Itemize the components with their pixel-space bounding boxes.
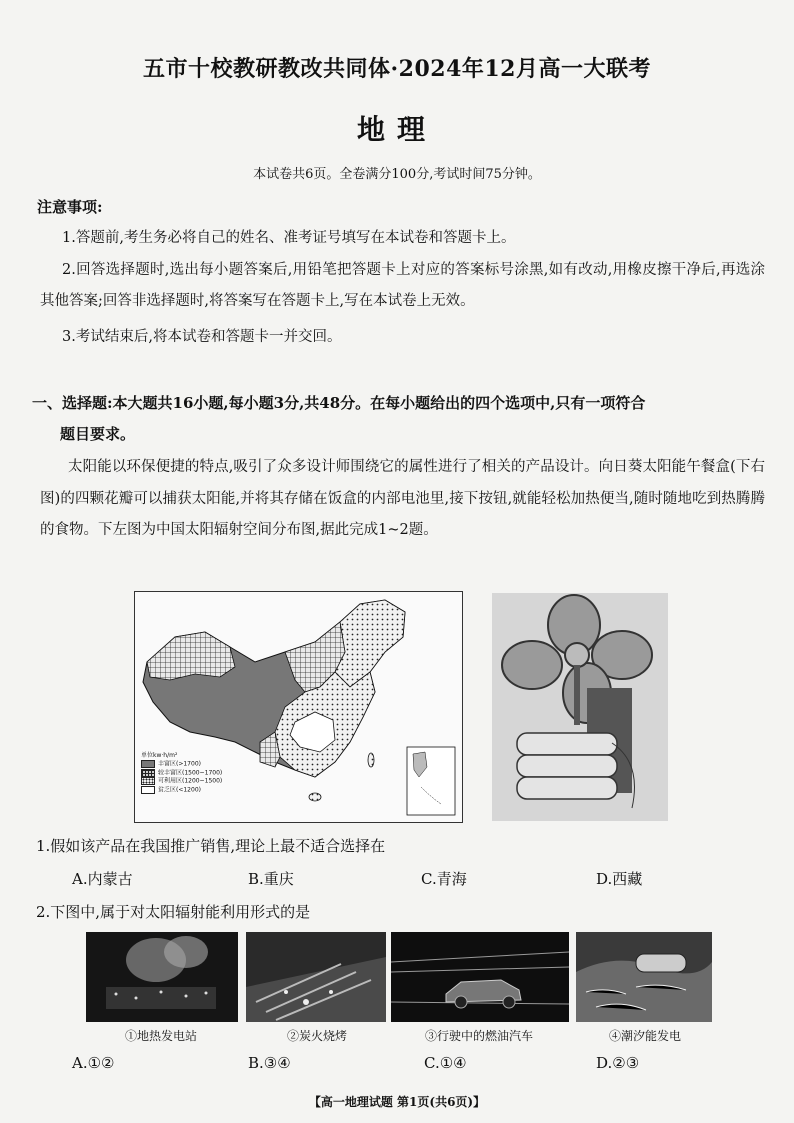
q1-option-a: A.内蒙古 [72, 870, 133, 888]
lunchbox-graphic [492, 593, 668, 821]
legend-item-poor: 贫乏区(<1200) [141, 786, 222, 795]
page-footer: 【高一地理试题 第1页(共6页)】 [308, 1095, 486, 1109]
charcoal-grill-photo [246, 932, 386, 1022]
caption-3: ③行驶中的燃油汽车 [424, 1029, 533, 1043]
tidal-graphic [576, 932, 712, 1022]
legend-title: 单位kw·h/m² [141, 752, 178, 759]
q2-option-a: A.①② [72, 1054, 115, 1072]
question-intro: 太阳能以环保便捷的特点,吸引了众多设计师围绕它的属性进行了相关的产品设计。向日葵太阳能午餐盒(下右图)的四颗花瓣可以捕获太阳能,并将其存储在饭盒的内部电池里,接下按钮,就能轻松加热便当,随时随地吃到热腾腾的食物。下左图为中国太阳辐射空间分布图,据此完成1~2题。 [40, 459, 765, 538]
exam-title: 五市十校教研教改共同体·2024年12月高一大联考 [142, 56, 651, 82]
sunflower-lunchbox-photo [492, 593, 668, 821]
q1-option-d: D.西藏 [596, 870, 643, 888]
grill-graphic [246, 932, 386, 1022]
subject-title: 地理 [356, 113, 437, 146]
question-1-stem: 1.假如该产品在我国推广销售,理论上最不适合选择在 [36, 837, 386, 855]
exam-info: 本试卷共6页。全卷满分100分,考试时间75分钟。 [253, 167, 541, 182]
q1-option-b: B.重庆 [248, 870, 294, 888]
q2-option-c: C.①④ [424, 1054, 467, 1072]
notice-item-3: 3.考试结束后,将本试卷和答题卡一并交回。 [62, 329, 342, 345]
legend-item-rich: 丰富区(>1700) [141, 760, 222, 769]
notice-item-1: 1.答题前,考生务必将自己的姓名、准考证号填写在本试卷和答题卡上。 [62, 230, 516, 246]
legend-item-fairly-rich: 较丰富区(1500~1700) [141, 769, 222, 778]
tidal-power-photo [576, 932, 712, 1022]
geothermal-graphic [86, 932, 238, 1022]
q2-option-b: B.③④ [248, 1054, 291, 1072]
china-solar-map [134, 591, 463, 823]
q1-option-c: C.青海 [421, 870, 467, 888]
geothermal-plant-photo [86, 932, 238, 1022]
notice-heading: 注意事项: [37, 198, 103, 216]
caption-4: ④潮汐能发电 [608, 1029, 681, 1043]
q2-option-d: D.②③ [596, 1054, 640, 1072]
section-heading-line1: 一、选择题:本大题共16小题,每小题3分,共48分。在每小题给出的四个选项中,只有一项符合 [32, 394, 646, 412]
caption-1: ①地热发电站 [124, 1029, 197, 1043]
legend-item-usable: 可利用区(1200~1500) [141, 777, 222, 786]
notice-item-2: 2.回答选择题时,选出每小题答案后,用铅笔把答题卡上对应的答案标号涂黑,如有改动,用橡皮擦干净后,再选涂其他答案;回答非选择题时,将答案写在答题卡上,写在本试卷上无效。 [40, 262, 765, 309]
caption-2: ②炭火烧烤 [286, 1029, 347, 1043]
fuel-car-photo [391, 932, 569, 1022]
car-graphic [391, 932, 569, 1022]
section-heading-line2: 题目要求。 [60, 425, 136, 443]
section-heading [32, 388, 772, 450]
question-2-stem: 2.下图中,属于对太阳辐射能利用形式的是 [36, 903, 311, 921]
map-legend [141, 752, 222, 794]
